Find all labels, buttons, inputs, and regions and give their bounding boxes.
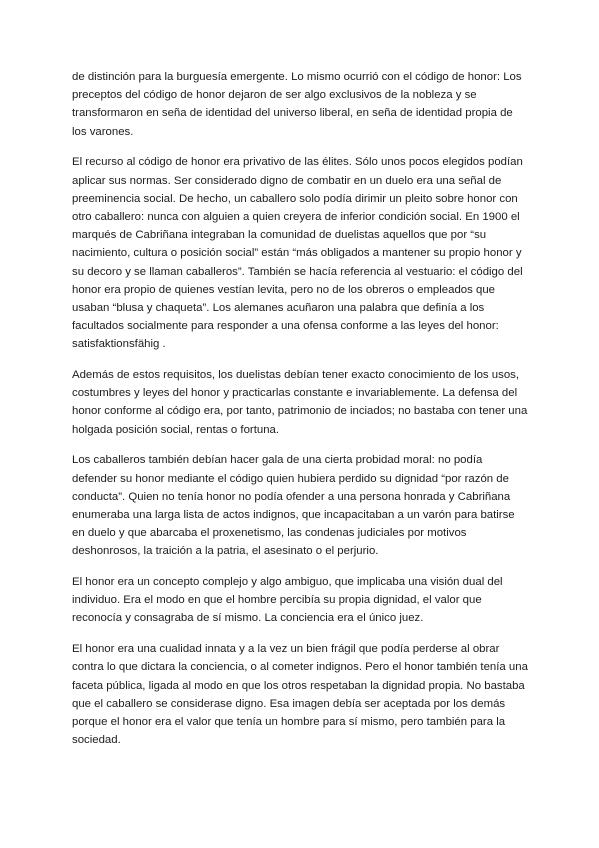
- paragraph-6: El honor era una cualidad innata y a la vez un bien frágil que podía perderse al obrar contra lo que dictara la conciencia, o al cometer indignos. Pero el honor también tenía una faceta pública, ligada al modo en que los otros respetaban la dignidad propia. No bastaba que el caballero se considerase digno. Esa imagen debía ser aceptada por los demás porque el honor era el valor que tenía un hombre para sí mismo, pero también para la sociedad.: [72, 643, 528, 747]
- paragraph-5: El honor era un concepto complejo y algo ambiguo, que implicaba una visión dual del individuo. Era el modo en que el hombre percibía su propia dignidad, el valor que reconocía y consagraba de sí mismo. La conciencia era el único juez.: [72, 576, 503, 625]
- paragraph-4: Los caballeros también debían hacer gala de una cierta probidad moral: no podía defender su honor mediante el código quien hubiera perdido su dignidad “por razón de conducta”. Quien no tenía honor no podía ofender a una persona honrada y Cabriñana enumeraba una larga lista de actos indignos, que incapacitaban a un varón para batirse en duelo y que abarcaba el proxenetismo, las condenas judiciales por motivos deshonrosos, la traición a la patria, el asesinato o el perjurio.: [72, 454, 515, 558]
- paragraph-3: Además de estos requisitos, los duelistas debían tener exacto conocimiento de los usos, costumbres y leyes del honor y practicarlas constante e invariablemente. La defensa del honor conforme al código era, por tanto, patrimonio de inciados; no bastaba con tener una holgada posición social, rentas o fortuna.: [72, 369, 528, 436]
- paragraph-2: El recurso al código de honor era privativo de las élites. Sólo unos pocos elegidos podían aplicar sus normas. Ser considerado digno de combatir en un duelo era una señal de preeminencia social. De hecho, un caballero solo podía dirimir un pleito sobre honor con otro caballero: nunca con alguien a quien creyera de inferior condición social. En 1900 el marqués de Cabriñana integraban la comunidad de duelistas aquellos que por “su nacimiento, cultura o posición social” están “más obligados a mantener su propio honor y su decoro y se llaman caballeros”. También se hacía referencia al vestuario: el código del honor era propio de quienes vestían levita, pero no de los obreros o empleados que usaban “blusa y chaqueta”. Los alemanes acuñaron una palabra que definía a los facultados socialmente para responder a una ofensa conforme a las leyes del honor: satisfaktionsfähig .: [72, 156, 523, 351]
- paragraph-1: de distinción para la burguesía emergente. Lo mismo ocurrió con el código de honor: Los preceptos del código de honor dejaron de ser algo exclusivos de la nobleza y se transformaron en seña de identidad del universo liberal, en seña de identidad propia de los varones.: [72, 71, 522, 138]
- body-text: [72, 68, 528, 762]
